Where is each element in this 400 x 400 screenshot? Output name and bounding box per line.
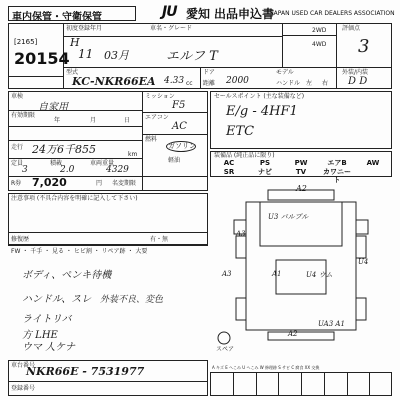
form-title: 出品申込書 <box>214 7 275 21</box>
inspection-value: 自家用 <box>38 102 68 113</box>
fw-line: FW ・ 千手 ・ 見る ・ ヒビ割 ・ リペア跡 ・ 大要 <box>11 248 148 255</box>
inspection-label: 車検 <box>11 93 24 100</box>
mark-a3-mirror: A3 <box>236 230 246 238</box>
distance-value: 2000 <box>226 76 249 86</box>
stamp-divider <box>347 372 348 396</box>
load-value: 2.0 <box>60 165 75 175</box>
model-label: モデル <box>276 69 294 76</box>
equipment-item: エアB <box>327 159 347 167</box>
mark-a3-left: A3 <box>222 270 232 278</box>
type-code: KC-NKR66EA <box>72 75 156 88</box>
mark-a2-rear: A2 <box>288 330 298 338</box>
equipment-item: TV <box>295 168 307 176</box>
front-left-tire <box>236 236 246 258</box>
score-label: 評価点 <box>342 25 361 32</box>
equipment-item: カワニート <box>323 168 351 184</box>
aircon-label: エアコン <box>145 114 169 121</box>
note-line-1: ボディ、ペンキ待機 <box>22 270 112 281</box>
spare-label: スペア <box>216 346 235 353</box>
door-label: ドア <box>203 69 215 76</box>
rear-left-tire <box>236 298 246 320</box>
damage-legend: A キズ E へこみ U へこみ W 修理跡 S サビ C 腐食 XX 交換 <box>212 365 320 370</box>
reg-era: H <box>70 36 80 49</box>
score-value: 3 <box>358 36 370 57</box>
sales-point-line1: E/g - 4HF1 <box>226 104 298 119</box>
right-mirror <box>356 220 368 234</box>
sales-point-label: セールスポイント (主な装備など) <box>214 93 305 100</box>
stamp-divider <box>369 372 370 396</box>
mark-a1-center: A1 <box>272 270 282 278</box>
ju-logo-icon: JU <box>162 4 177 20</box>
rear-right-tire <box>356 298 366 320</box>
extra-score-label: 外装/内装 <box>342 69 369 76</box>
chassis-label: 車台番号 <box>11 362 36 369</box>
drive-4wd: 4WD <box>312 41 327 48</box>
expiry-label: 有効期限 <box>11 112 36 119</box>
chassis-value: NKR66E - 7531977 <box>26 365 145 378</box>
mark-ua3: UA3 A1 <box>318 320 345 328</box>
stamp-divider <box>301 372 302 396</box>
sales-point-line2: ETC <box>226 124 255 139</box>
org-name: 愛知 <box>186 7 211 21</box>
type-label: 型式 <box>66 69 79 76</box>
maker-label: 車名・グレード <box>150 25 193 32</box>
equipment-item: PS <box>259 159 271 167</box>
spare-tire <box>218 332 230 344</box>
mark-u4-side: U4 <box>358 258 369 266</box>
stamp-divider <box>233 372 234 396</box>
weight-label: 車両重量 <box>90 160 115 167</box>
load-label: 積載 <box>50 160 63 167</box>
reg-year: 11 <box>78 47 94 61</box>
lot-code: [2165] <box>14 38 38 46</box>
seats-label: 定員 <box>11 160 24 167</box>
note-line-4: 方 LHE <box>22 330 58 341</box>
mark-u3-cab: U3 パルプル <box>268 213 309 221</box>
equipment-item: SR <box>223 168 235 176</box>
equipment-item: PW <box>294 159 308 167</box>
model-name: エルフ T <box>166 49 218 64</box>
aircon-value: AC <box>172 121 187 132</box>
handle-right: 右 <box>322 80 329 87</box>
handle-left: 左 <box>306 80 313 87</box>
displacement: 4.33 <box>164 76 185 86</box>
repair-value: 有・無 <box>150 236 169 243</box>
recycle-unit: 円 <box>96 180 103 187</box>
registry-label: 登録番号 <box>11 385 36 392</box>
odometer-value: 24万6千855 <box>32 143 96 156</box>
note-line-2: ハンドル、スレ <box>22 294 92 305</box>
equipment-label: 装備品 (純正品に限り) <box>214 152 275 159</box>
expiry-year: 年 <box>54 117 61 124</box>
stamp-divider <box>324 372 325 396</box>
handle-label: ハンドル <box>276 80 301 87</box>
rear-bumper <box>268 332 334 340</box>
cab-outline <box>260 202 342 246</box>
recycle-value: 7,020 <box>32 176 67 189</box>
fuel-label: 燃料 <box>145 136 158 143</box>
reg-month: 03月 <box>104 49 129 62</box>
odometer-unit: km <box>128 151 138 158</box>
first-reg-label: 初度登録年月 <box>66 25 103 32</box>
lot-number: 20154 <box>14 49 70 68</box>
equipment-item: AC <box>223 159 235 167</box>
stamp-divider <box>256 372 257 396</box>
notice-label: 注意事項 (不具合内容を明確に記入して下さい) <box>11 195 138 202</box>
seats-value: 3 <box>22 165 28 175</box>
weight-value: 4329 <box>106 165 129 175</box>
mark-u4-right: U4 ウム <box>306 271 333 279</box>
car-diagram <box>210 180 392 358</box>
side-note: 外装不良、変色 <box>100 295 164 305</box>
org-english: JAPAN USED CAR DEALERS ASSOCIATION <box>272 10 395 17</box>
equipment-item: AW <box>366 159 380 167</box>
drive-2wd: 2WD <box>312 27 327 34</box>
fuel-circle-mark <box>166 141 196 152</box>
odometer-label: 走行 <box>11 144 24 151</box>
expiry-month: 月 <box>90 117 97 124</box>
name-change-label: 名変期限 <box>112 180 137 187</box>
mark-a2-top: A2 <box>296 184 307 193</box>
note-line-5: ウマ 人ケナ <box>22 342 75 353</box>
equipment-item: ナビ <box>258 168 272 176</box>
mission-label: ミッション <box>145 93 175 100</box>
displacement-unit: cc <box>186 80 193 87</box>
extra-score: D D <box>348 76 368 87</box>
note-line-3: ライトリバ <box>22 314 72 325</box>
recycle-label: R券 <box>11 180 22 187</box>
front-right-tire <box>356 236 366 258</box>
storage-tag: 車内保管・守衛保管 <box>12 12 102 23</box>
mission-value: F5 <box>172 100 186 111</box>
distance-label: 距離 <box>203 80 216 87</box>
fuel-diesel: 軽油 <box>168 157 181 164</box>
stamp-divider <box>278 372 279 396</box>
expiry-day: 日 <box>124 117 131 124</box>
fuel-value: ガソリン <box>168 142 196 150</box>
repair-label: 修復歴 <box>11 236 30 243</box>
